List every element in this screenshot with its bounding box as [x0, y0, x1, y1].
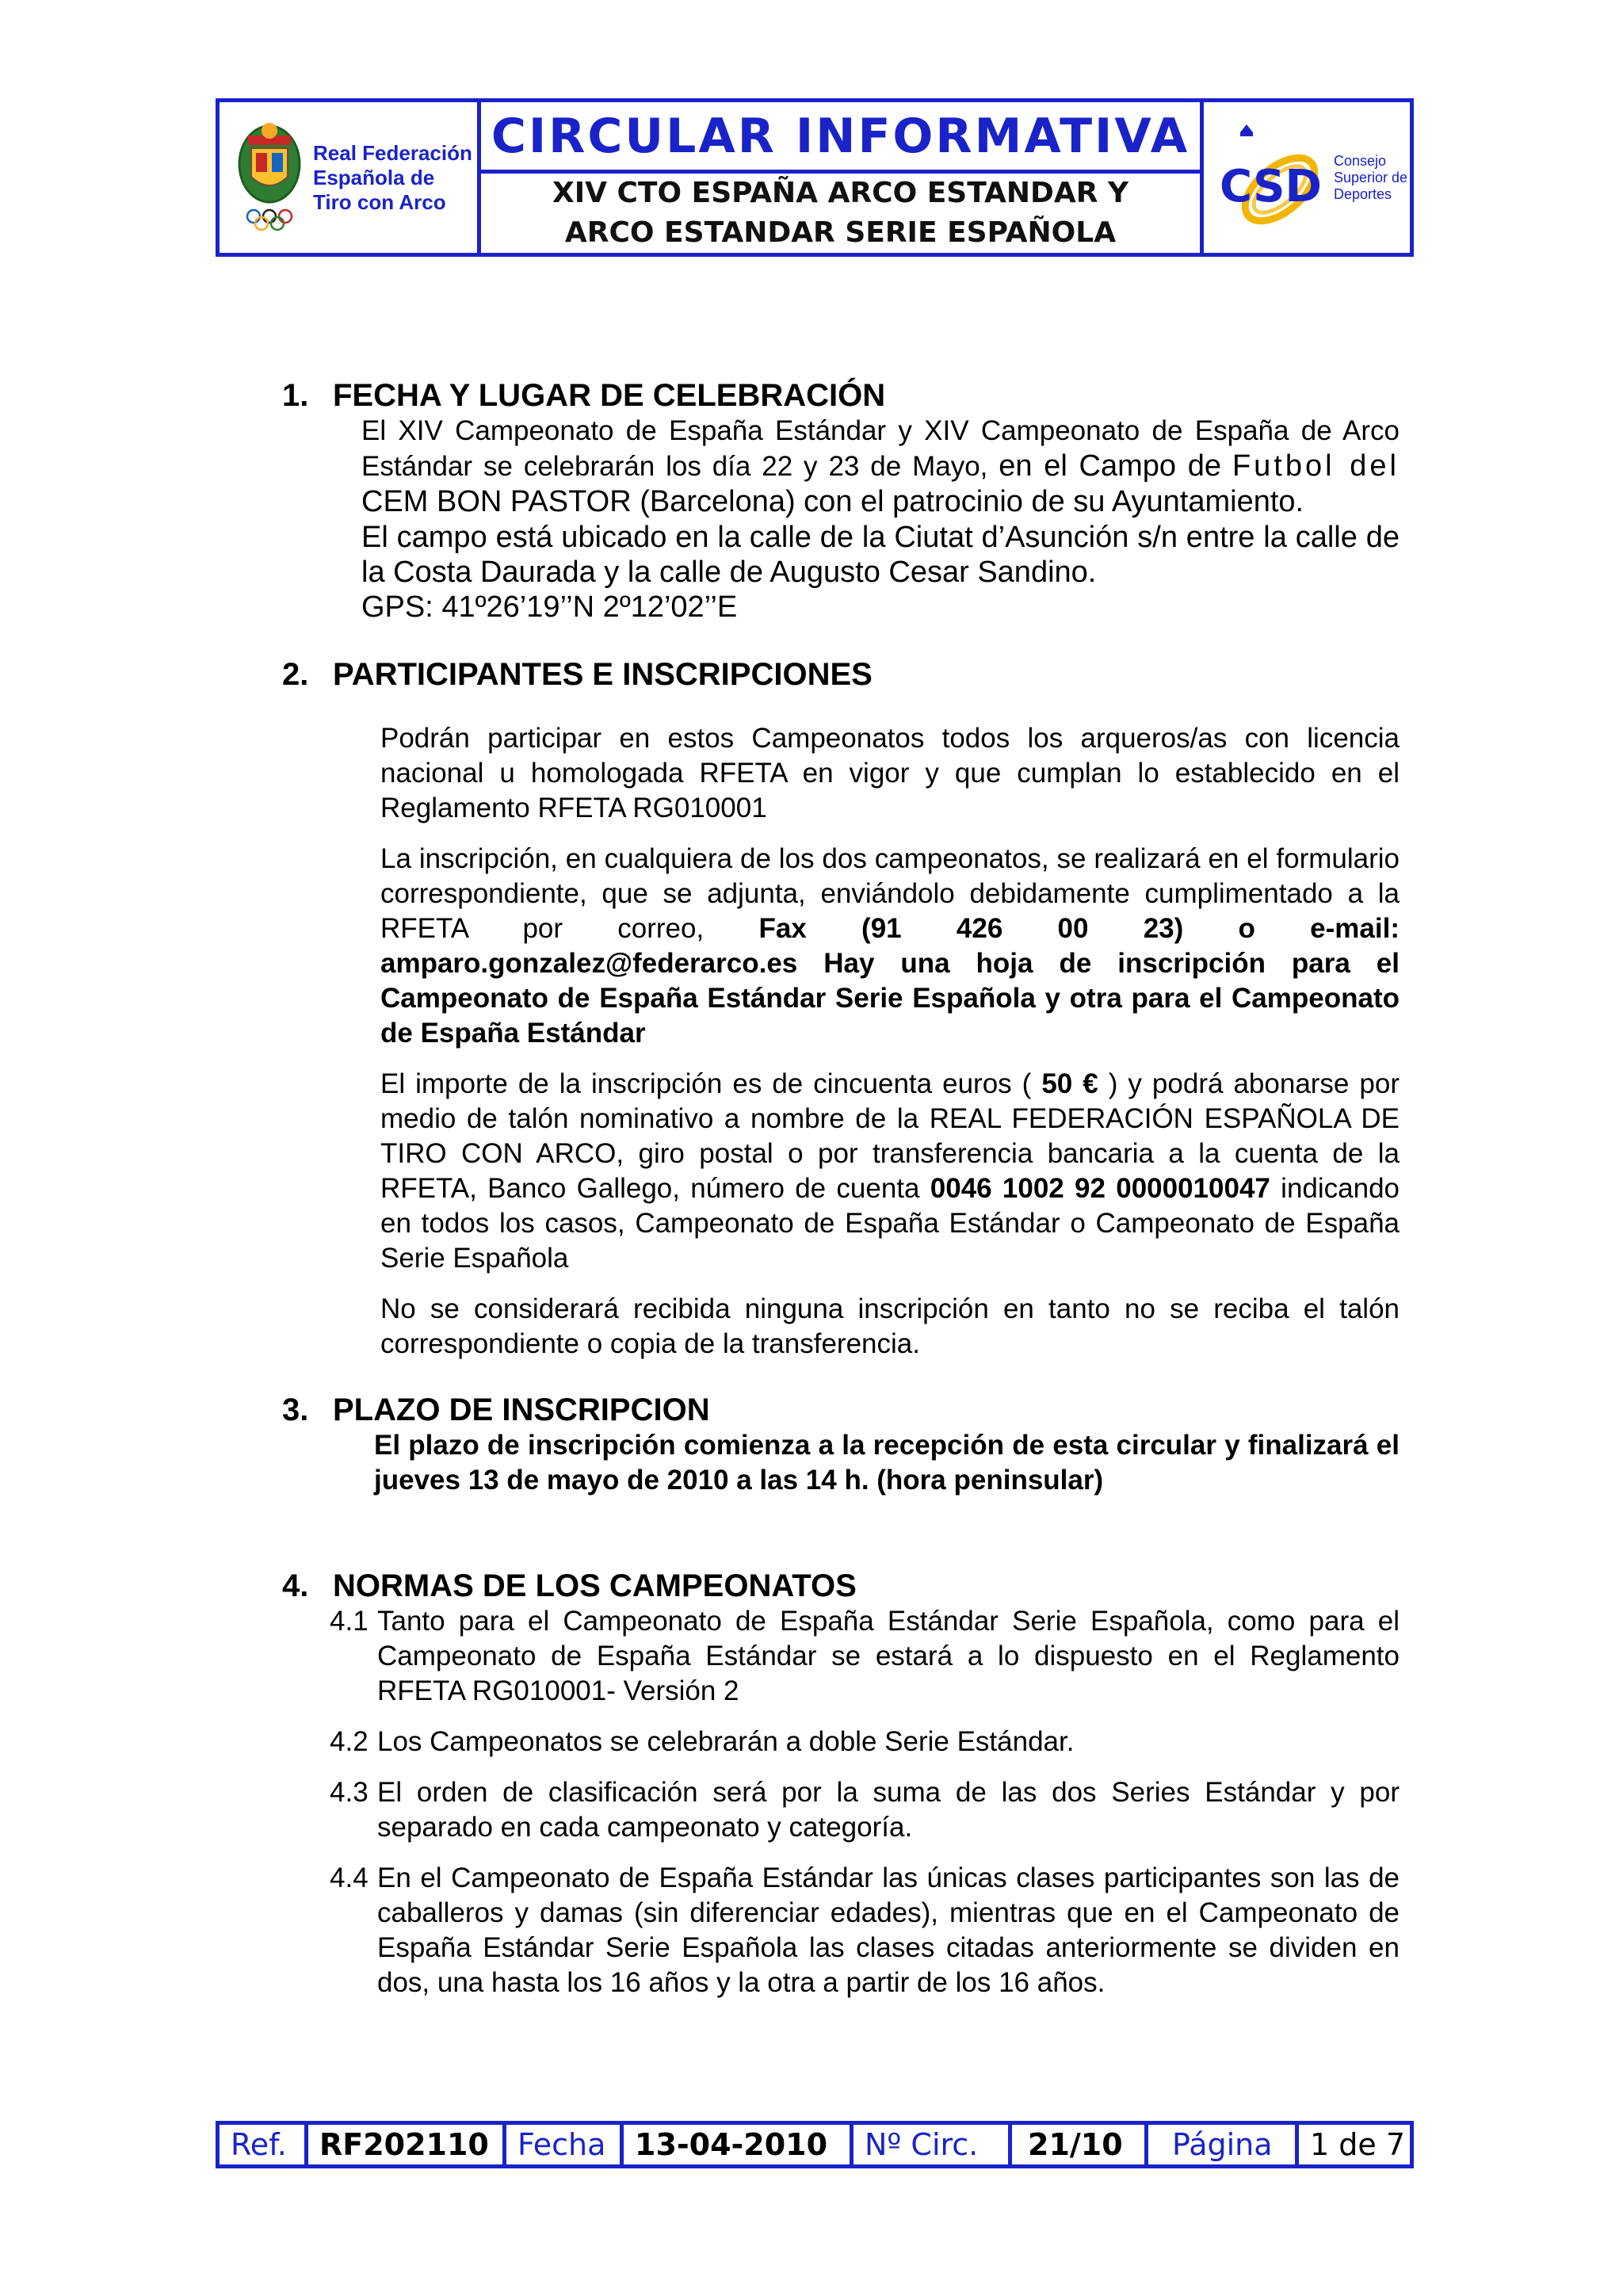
section-2-paragraph-1: Podrán participar en estos Campeonatos todos los arqueros/as con licencia nacional u homologada RFETA en vigor y que cumplan lo establecido en el Reglamento RFETA RG010001 — [380, 723, 1400, 823]
section-title: FECHA Y LUGAR DE CELEBRACIÓN — [333, 378, 886, 413]
subtitle-line1: XIV CTO ESPAÑA ARCO ESTANDAR Y — [552, 177, 1129, 209]
rfeta-name-line3: Tiro con Arco — [313, 189, 446, 214]
list-item — [282, 1775, 1400, 1845]
section-number: 2. — [282, 657, 309, 692]
section-2-heading — [282, 656, 1400, 693]
section-number: 4. — [282, 1568, 309, 1603]
section-2-paragraph-3 — [380, 1067, 1400, 1276]
text-span: Futbol del — [1232, 449, 1400, 483]
section-3-paragraph-1: El plazo de inscripción comienza a la recepción de esta circular y finalizará el jueves 13 de mayo de 2010 a las 14 h. (hora peninsular) — [374, 1430, 1400, 1496]
subtitle-line2: ARCO ESTANDAR SERIE ESPAÑOLA — [564, 216, 1117, 249]
list-item-number: 4.1 — [330, 1606, 369, 1637]
list-item-text: En el Campeonato de España Estándar las únicas clases participantes son las de caballeros y damas (sin diferenciar edades), mientras que en el Campeonato de España Estándar Serie Española las clases citadas anteriormente se dividen en dos, una hasta los 16 años y la otra a partir de los 16 años. — [377, 1862, 1400, 1998]
section-title: NORMAS DE LOS CAMPEONATOS — [333, 1568, 857, 1603]
text-span: El XIV Campeonato de España Estándar y XIV Campeonato de España de Arco Estándar se celebrarán los día 22 y 23 de Mayo, — [361, 415, 1400, 482]
section-1-paragraph-2: El campo está ubicado en la calle de la Ciutat d’Asunción s/n entre la calle de la Costa Daurada y la calle de Augusto Cesar Sandino. — [361, 521, 1400, 589]
csd-name-line1: Consejo — [1334, 152, 1387, 169]
csd-name-line3: Deportes — [1334, 185, 1392, 202]
footer-box — [216, 2121, 1414, 2168]
csd-logo-text: CSD — [1220, 161, 1322, 212]
document-body — [282, 377, 1400, 2000]
fee-amount: 50 € — [1041, 1068, 1098, 1099]
footer-date-value: 13-04-2010 — [624, 2125, 854, 2164]
rfeta-logo-block — [220, 102, 481, 253]
list-item-text: Los Campeonatos se celebrarán a doble Serie Estándar. — [377, 1726, 1075, 1757]
footer-date-label: Fecha — [506, 2125, 624, 2164]
list-item — [282, 1725, 1400, 1759]
footer-circ-value: 21/10 — [1012, 2125, 1148, 2164]
text-span: El importe de la inscripción es de cincuenta euros ( — [380, 1068, 1032, 1099]
footer-ref-value: RF202110 — [308, 2125, 506, 2164]
section-title: PLAZO DE INSCRIPCION — [333, 1392, 710, 1427]
section-1-paragraph-1 — [361, 414, 1400, 520]
csd-name-line2: Superior de — [1334, 169, 1408, 185]
csd-name — [1334, 153, 1407, 203]
section-2-paragraph-2 — [380, 842, 1400, 1051]
bank-account-number: 0046 1002 92 0000010047 — [930, 1173, 1270, 1204]
text-span: CEM BON PASTOR (Barcelona) con el patrocinio de su Ayuntamiento. — [361, 485, 1304, 518]
page-subtitle — [481, 174, 1200, 253]
list-item-number: 4.2 — [330, 1726, 369, 1757]
section-3-heading — [282, 1392, 1400, 1428]
section-number: 3. — [282, 1392, 309, 1427]
text-span-bold: Fax (91 426 00 23) o e-mail: amparo.gonzalez@federarco.es Hay una hoja de inscripción para el Campeonato de España Estándar Serie Española y otra para el Campeonato de España Estándar — [380, 913, 1400, 1049]
rfeta-crest-icon — [234, 118, 305, 237]
rfeta-name-line2: Española de — [313, 165, 435, 189]
page-title: CIRCULAR INFORMATIVA — [481, 102, 1200, 174]
header-title-block — [481, 102, 1204, 253]
list-item-text: El orden de clasificación será por la suma de las dos Series Estándar y por separado en cada campeonato y categoría. — [377, 1777, 1400, 1843]
header-box — [216, 98, 1414, 257]
footer-circ-label: Nº Circ. — [854, 2125, 1012, 2164]
section-title: PARTICIPANTES E INSCRIPCIONES — [333, 657, 873, 692]
csd-logo-icon — [1216, 118, 1327, 237]
list-item-text: Tanto para el Campeonato de España Estándar Serie Española, como para el Campeonato de España Estándar se estará a lo dispuesto en el Reglamento RFETA RG010001- Versión 2 — [377, 1606, 1400, 1706]
section-number: 1. — [282, 378, 309, 413]
footer-page-value: 1 de 7 — [1310, 2127, 1406, 2162]
text-span: La inscripción, en cualquiera de los dos campeonatos, se realizará en el formulario correspondiente, que se adjunta, enviándolo debidamente cumplimentado a la RFETA por correo, — [380, 843, 1400, 944]
rfeta-name — [313, 141, 472, 215]
section-4-heading — [282, 1568, 1400, 1604]
rfeta-name-line1: Real Federación — [313, 140, 472, 165]
list-item — [282, 1604, 1400, 1709]
text-span: indicando en todos los casos, Campeonato de España Estándar o Campeonato de España Serie Española — [380, 1173, 1400, 1274]
footer-ref-label: Ref. — [220, 2125, 308, 2164]
text-span: ) y podrá abonarse por medio de talón nominativo a nombre de la REAL FEDERACIÓN ESPAÑOLA DE TIRO CON ARCO, giro postal o por transferencia bancaria a la cuenta de la RFETA, Banco Gallego, número de cuenta — [380, 1068, 1400, 1204]
csd-logo-block — [1204, 102, 1410, 253]
section-1-gps: GPS: 41º26’19’’N 2º12’02’’E — [361, 590, 738, 624]
section-1-heading — [282, 377, 1400, 414]
list-item-number: 4.3 — [330, 1777, 369, 1808]
section-2-paragraph-4: No se considerará recibida ninguna inscripción en tanto no se reciba el talón correspondiente o copia de la transferencia. — [380, 1293, 1400, 1359]
list-item-number: 4.4 — [330, 1862, 369, 1893]
text-span: en el Campo de — [999, 449, 1222, 483]
footer-page-label: Página — [1148, 2125, 1299, 2164]
list-item — [282, 1861, 1400, 2000]
